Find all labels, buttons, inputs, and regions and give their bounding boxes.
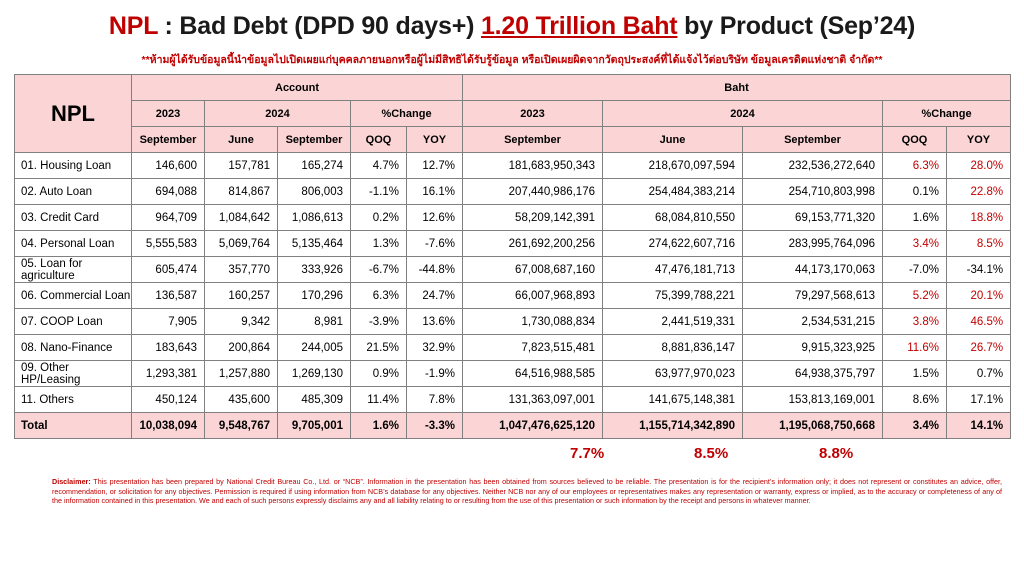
total-label: Total <box>15 413 132 439</box>
group-header-account: Account <box>132 75 463 101</box>
table-row <box>15 231 1011 257</box>
subhdr-baht-sep-2023: September <box>463 127 603 153</box>
footnote-pct-1: 7.7% <box>570 445 605 462</box>
table-cell: 136,587 <box>132 283 205 309</box>
table-row <box>15 283 1011 309</box>
table-cell: 333,926 <box>278 257 351 283</box>
table-cell: 18.8% <box>947 205 1011 231</box>
table-cell: 200,864 <box>205 335 278 361</box>
table-cell: 5.2% <box>883 283 947 309</box>
table-row <box>15 335 1011 361</box>
table-cell: 9,915,323,925 <box>743 335 883 361</box>
subhdr-baht-qoq: QOQ <box>883 127 947 153</box>
table-cell: 12.6% <box>407 205 463 231</box>
total-cell: 9,548,767 <box>205 413 278 439</box>
table-cell: 244,005 <box>278 335 351 361</box>
table-cell: 485,309 <box>278 387 351 413</box>
total-cell: 1,195,068,750,668 <box>743 413 883 439</box>
table-cell: 79,297,568,613 <box>743 283 883 309</box>
table-cell: 0.9% <box>351 361 407 387</box>
table-cell: 16.1% <box>407 179 463 205</box>
table-cell: 67,008,687,160 <box>463 257 603 283</box>
table-cell: 64,938,375,797 <box>743 361 883 387</box>
subhdr-baht-sep-2024: September <box>743 127 883 153</box>
slide <box>0 12 1024 582</box>
subhdr-acct-sep-2024: September <box>278 127 351 153</box>
table-cell: 7,823,515,481 <box>463 335 603 361</box>
header-row-months <box>15 127 1011 153</box>
table-cell: -34.1% <box>947 257 1011 283</box>
total-cell: 14.1% <box>947 413 1011 439</box>
table-cell: 11.6% <box>883 335 947 361</box>
table-cell: 3.8% <box>883 309 947 335</box>
table-cell: 0.1% <box>883 179 947 205</box>
row-label: 07. COOP Loan <box>15 309 132 335</box>
table-cell: 69,153,771,320 <box>743 205 883 231</box>
table-cell: 4.7% <box>351 153 407 179</box>
footnote-percentages <box>14 445 1010 467</box>
table-cell: 6.3% <box>351 283 407 309</box>
table-cell: 1,257,880 <box>205 361 278 387</box>
row-label: 09. Other HP/Leasing <box>15 361 132 387</box>
table-container <box>0 74 1024 439</box>
title-end: by Product (Sep’24) <box>677 12 916 40</box>
table-cell: 450,124 <box>132 387 205 413</box>
table-cell: 47,476,181,713 <box>603 257 743 283</box>
footnote-pct-3: 8.8% <box>819 445 854 462</box>
table-cell: 7,905 <box>132 309 205 335</box>
total-cell: 1,155,714,342,890 <box>603 413 743 439</box>
title-mid: : Bad Debt (DPD 90 days+) <box>157 12 481 40</box>
table-cell: 435,600 <box>205 387 278 413</box>
table-cell: 9,342 <box>205 309 278 335</box>
table-cell: -1.1% <box>351 179 407 205</box>
table-cell: 283,995,764,096 <box>743 231 883 257</box>
table-cell: 0.2% <box>351 205 407 231</box>
table-row <box>15 205 1011 231</box>
table-cell: 17.1% <box>947 387 1011 413</box>
table-cell: 58,209,142,391 <box>463 205 603 231</box>
table-cell: 274,622,607,716 <box>603 231 743 257</box>
disclaimer-label: Disclaimer: <box>52 477 91 486</box>
total-cell: 9,705,001 <box>278 413 351 439</box>
table-cell: 254,484,383,214 <box>603 179 743 205</box>
table-cell: 44,173,170,063 <box>743 257 883 283</box>
table-cell: 64,516,988,585 <box>463 361 603 387</box>
subhdr-acct-sep-2023: September <box>132 127 205 153</box>
table-cell: 8,981 <box>278 309 351 335</box>
table-cell: 13.6% <box>407 309 463 335</box>
table-cell: 1,730,088,834 <box>463 309 603 335</box>
table-cell: 28.0% <box>947 153 1011 179</box>
subhdr-acct-jun: June <box>205 127 278 153</box>
table-row-total <box>15 413 1011 439</box>
table-cell: 181,683,950,343 <box>463 153 603 179</box>
table-row <box>15 153 1011 179</box>
table-cell: 131,363,097,001 <box>463 387 603 413</box>
disclaimer-text: This presentation has been prepared by National Credit Bureau Co., Ltd. or “NCB”. Information in the presentation has been obtained from sources believed to be reliable. The presentation is for the recipient’s information only; it does not represent or constitutes an advice, offer, recommendation, or solicitation for any objectives. Permission is required if using information from NCB’s database for any objectives. Neither NCB nor any of our employees or representatives makes any representation or warranty, express or implied, as to the accuracy or completeness of any of the information contained in this presentation. We and each of such persons expressly disclaims any and all liability relating to or resulting from the use of this presentation or such information by the receipt and persons in whatever manner. <box>52 477 1002 506</box>
table-cell: 1,269,130 <box>278 361 351 387</box>
subhdr-baht-yoy: YOY <box>947 127 1011 153</box>
table-cell: 170,296 <box>278 283 351 309</box>
group-header-baht: Baht <box>463 75 1011 101</box>
npl-table <box>14 74 1011 439</box>
title-npl: NPL <box>108 12 158 40</box>
table-cell: 46.5% <box>947 309 1011 335</box>
table-row <box>15 179 1011 205</box>
baht-year-2023: 2023 <box>463 101 603 127</box>
table-cell: 146,600 <box>132 153 205 179</box>
table-cell: 5,555,583 <box>132 231 205 257</box>
header-row-years <box>15 101 1011 127</box>
table-cell: 26.7% <box>947 335 1011 361</box>
total-cell: 1.6% <box>351 413 407 439</box>
table-cell: 2,534,531,215 <box>743 309 883 335</box>
table-cell: 22.8% <box>947 179 1011 205</box>
table-cell: 21.5% <box>351 335 407 361</box>
table-cell: -7.6% <box>407 231 463 257</box>
table-cell: 1.6% <box>883 205 947 231</box>
table-body <box>15 153 1011 439</box>
table-cell: 232,536,272,640 <box>743 153 883 179</box>
account-year-2024: 2024 <box>205 101 351 127</box>
table-cell: 24.7% <box>407 283 463 309</box>
page-title <box>0 12 1024 41</box>
table-cell: 605,474 <box>132 257 205 283</box>
footnote-pct-2: 8.5% <box>694 445 729 462</box>
table-cell: 8.5% <box>947 231 1011 257</box>
table-cell: 6.3% <box>883 153 947 179</box>
table-cell: 11.4% <box>351 387 407 413</box>
table-cell: 3.4% <box>883 231 947 257</box>
total-cell: 1,047,476,625,120 <box>463 413 603 439</box>
table-cell: 2,441,519,331 <box>603 309 743 335</box>
table-cell: 5,135,464 <box>278 231 351 257</box>
table-cell: 165,274 <box>278 153 351 179</box>
table-cell: -1.9% <box>407 361 463 387</box>
header-row-group <box>15 75 1011 101</box>
subhdr-acct-yoy: YOY <box>407 127 463 153</box>
table-cell: 75,399,788,221 <box>603 283 743 309</box>
table-cell: -7.0% <box>883 257 947 283</box>
table-cell: 254,710,803,998 <box>743 179 883 205</box>
baht-year-2024: 2024 <box>603 101 883 127</box>
table-cell: 0.7% <box>947 361 1011 387</box>
subhdr-acct-qoq: QOQ <box>351 127 407 153</box>
table-cell: 806,003 <box>278 179 351 205</box>
table-cell: 8,881,836,147 <box>603 335 743 361</box>
table-cell: -44.8% <box>407 257 463 283</box>
table-cell: 218,670,097,594 <box>603 153 743 179</box>
row-label: 01. Housing Loan <box>15 153 132 179</box>
row-label: 02. Auto Loan <box>15 179 132 205</box>
table-cell: 357,770 <box>205 257 278 283</box>
table-cell: 1,084,642 <box>205 205 278 231</box>
table-cell: 157,781 <box>205 153 278 179</box>
row-label: 06. Commercial Loan <box>15 283 132 309</box>
table-cell: 66,007,968,893 <box>463 283 603 309</box>
table-cell: 1,086,613 <box>278 205 351 231</box>
table-row <box>15 387 1011 413</box>
total-cell: 3.4% <box>883 413 947 439</box>
table-head <box>15 75 1011 153</box>
title-amount: 1.20 Trillion Baht <box>480 12 678 40</box>
table-cell: 141,675,148,381 <box>603 387 743 413</box>
table-cell: 694,088 <box>132 179 205 205</box>
row-label: 08. Nano-Finance <box>15 335 132 361</box>
table-cell: -3.9% <box>351 309 407 335</box>
table-cell: 183,643 <box>132 335 205 361</box>
table-cell: 964,709 <box>132 205 205 231</box>
table-cell: 5,069,764 <box>205 231 278 257</box>
table-row <box>15 309 1011 335</box>
table-cell: 160,257 <box>205 283 278 309</box>
table-cell: 1.5% <box>883 361 947 387</box>
table-cell: -6.7% <box>351 257 407 283</box>
table-cell: 261,692,200,256 <box>463 231 603 257</box>
total-cell: -3.3% <box>407 413 463 439</box>
table-cell: 7.8% <box>407 387 463 413</box>
account-year-2023: 2023 <box>132 101 205 127</box>
table-cell: 63,977,970,023 <box>603 361 743 387</box>
subhdr-baht-jun: June <box>603 127 743 153</box>
total-cell: 10,038,094 <box>132 413 205 439</box>
table-row <box>15 257 1011 283</box>
table-cell: 814,867 <box>205 179 278 205</box>
table-cell: 207,440,986,176 <box>463 179 603 205</box>
disclaimer <box>52 477 1002 506</box>
row-label: 04. Personal Loan <box>15 231 132 257</box>
table-row <box>15 361 1011 387</box>
row-label: 05. Loan for agriculture <box>15 257 132 283</box>
table-cell: 1.3% <box>351 231 407 257</box>
table-cell: 68,084,810,550 <box>603 205 743 231</box>
table-cell: 32.9% <box>407 335 463 361</box>
table-cell: 1,293,381 <box>132 361 205 387</box>
confidential-warning: **ห้ามผู้ได้รับข้อมูลนี้นำข้อมูลไปเปิดเผยแก่บุคคลภายนอกหรือผู้ไม่มีสิทธิได้รับรู้ข้อมูล หรือเปิดเผยผิดจากวัตถุประสงค์ที่ได้แจ้งไว้ต่อบริษัท ข้อมูลเครดิตแห่งชาติ จำกัด** <box>141 54 883 66</box>
row-label: 11. Others <box>15 387 132 413</box>
table-cell: 8.6% <box>883 387 947 413</box>
account-change: %Change <box>351 101 463 127</box>
table-cell: 20.1% <box>947 283 1011 309</box>
corner-label: NPL <box>15 75 132 153</box>
table-cell: 153,813,169,001 <box>743 387 883 413</box>
row-label: 03. Credit Card <box>15 205 132 231</box>
baht-change: %Change <box>883 101 1011 127</box>
table-cell: 12.7% <box>407 153 463 179</box>
